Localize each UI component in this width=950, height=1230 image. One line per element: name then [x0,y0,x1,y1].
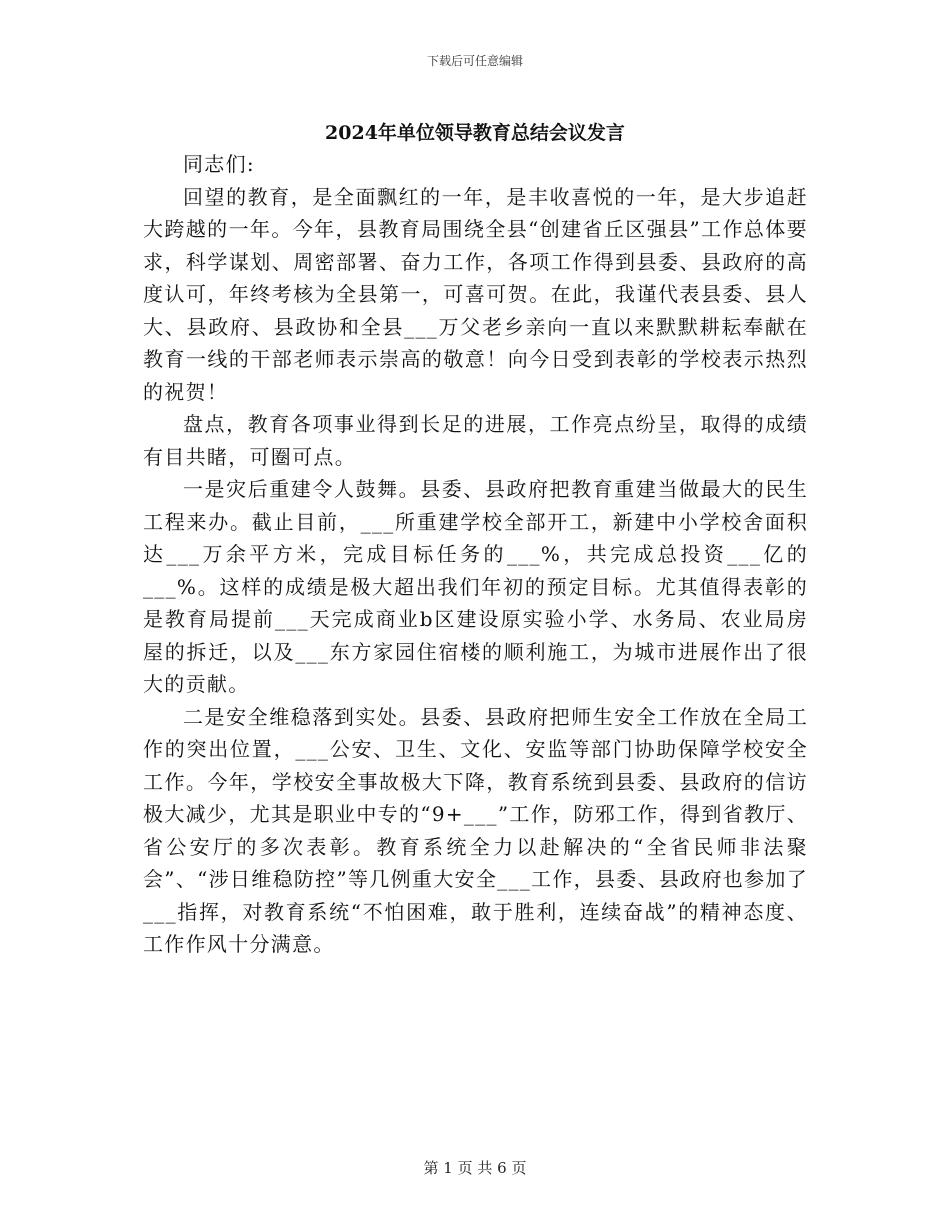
salutation-paragraph: 同志们: [183,152,255,176]
document-body [143,148,808,961]
body-paragraph: 二是安全维稳落到实处。县委、县政府把师生安全工作放在全局工作的突出位置，___公安、卫生、文化、安监等部门协助保障学校安全工作。今年，学校安全事故极大下降，教育系统到县委、县政府的信访极大减少，尤其是职业中专的“9+___”工作，防邪工作，得到省教厅、省公安厅的多次表彰。教育系统全力以赴解决的“全省民师非法聚会”、“涉日维稳防控”等几例重大安全___工作，县委、县政府也参加了___指挥，对教育系统“不怕困难，敢于胜利，连续奋战”的精神态度、工作作风十分满意。 [143,704,808,956]
document-title: 2024年单位领导教育总结会议发言 [325,122,625,144]
body-paragraph: 回望的教育，是全面飘红的一年，是丰收喜悦的一年，是大步追赶大跨越的一年。今年，县教育局围绕全县“创建省丘区强县”工作总体要求，科学谋划、周密部署、奋力工作，各项工作得到县委、县政府的高度认可，年终考核为全县第一，可喜可贺。在此，我谨代表县委、县人大、县政府、县政协和全县___万父老乡亲向一直以来默默耕耘奉献在教育一线的干部老师表示崇高的敬意！向今日受到表彰的学校表示热烈的祝贺！ [143,184,808,404]
page-number-footer: 第 1 页 共 6 页 [423,1159,527,1177]
page-header-note: 下载后可任意编辑 [426,54,523,68]
body-paragraph: 一是灾后重建令人鼓舞。县委、县政府把教育重建当做最大的民生工程来办。截止目前，___所重建学校全部开工，新建中小学校舍面积达___万余平方米，完成目标任务的___%，共完成总投资___亿的___%。这样的成绩是极大超出我们年初的预定目标。尤其值得表彰的是教育局提前___天完成商业b区建设原实验小学、水务局、农业局房屋的拆迁，以及___东方家园住宿楼的顺利施工，为城市进展作出了很大的贡献。 [143,477,808,696]
body-paragraph: 盘点，教育各项事业得到长足的进展，工作亮点纷呈，取得的成绩有目共睹，可圈可点。 [143,412,808,469]
